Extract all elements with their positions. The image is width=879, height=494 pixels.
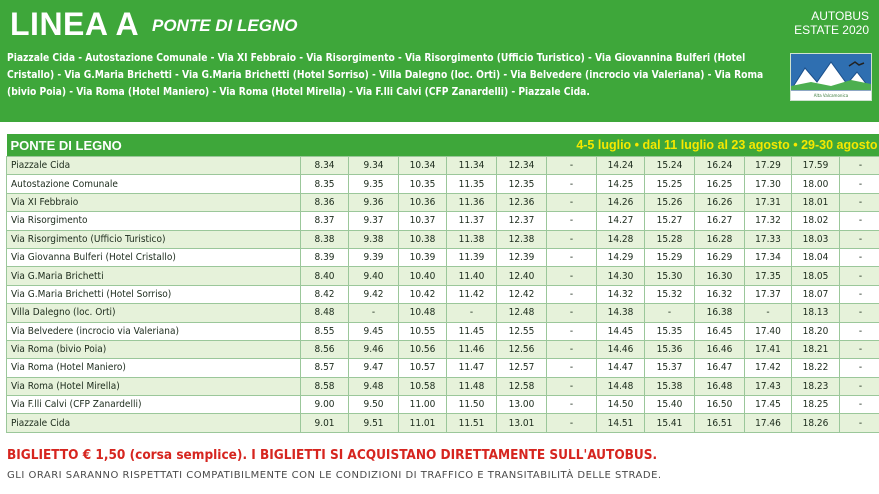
time-cell: 18.02 bbox=[792, 212, 840, 230]
stop-name-cell: Via Risorgimento (Ufficio Turistico) bbox=[7, 230, 301, 248]
stop-name-cell: Via Belvedere (incrocio via Valeriana) bbox=[7, 322, 301, 340]
time-cell: 14.30 bbox=[597, 267, 645, 285]
time-cell: - bbox=[547, 359, 597, 377]
time-cell: - bbox=[840, 212, 879, 230]
time-cell: 9.38 bbox=[349, 230, 399, 248]
time-cell: 11.50 bbox=[447, 396, 497, 414]
time-cell: 8.36 bbox=[301, 193, 349, 211]
time-cell: 16.24 bbox=[695, 157, 745, 175]
table-row bbox=[7, 175, 879, 193]
time-cell: - bbox=[547, 414, 597, 432]
time-cell: 9.50 bbox=[349, 396, 399, 414]
time-cell: 15.29 bbox=[645, 248, 695, 266]
time-cell: 17.35 bbox=[745, 267, 792, 285]
time-cell: 16.46 bbox=[695, 340, 745, 358]
time-cell: - bbox=[840, 359, 879, 377]
time-cell: 17.41 bbox=[745, 340, 792, 358]
time-cell: 14.38 bbox=[597, 304, 645, 322]
stop-name-cell: Via G.Maria Brichetti bbox=[7, 267, 301, 285]
time-cell: 8.42 bbox=[301, 285, 349, 303]
time-cell: 14.45 bbox=[597, 322, 645, 340]
time-cell: 18.00 bbox=[792, 175, 840, 193]
time-cell: 9.39 bbox=[349, 248, 399, 266]
time-cell: - bbox=[645, 304, 695, 322]
time-cell: 14.32 bbox=[597, 285, 645, 303]
time-cell: 14.26 bbox=[597, 193, 645, 211]
time-cell: 13.00 bbox=[497, 396, 547, 414]
timetable bbox=[6, 134, 878, 433]
table-row bbox=[7, 340, 879, 358]
brand-block bbox=[794, 9, 869, 37]
time-cell: - bbox=[840, 340, 879, 358]
mountain-logo-icon bbox=[791, 54, 871, 100]
time-cell: 11.39 bbox=[447, 248, 497, 266]
time-cell: 14.27 bbox=[597, 212, 645, 230]
time-cell: 17.30 bbox=[745, 175, 792, 193]
validity-header: 4-5 luglio • dal 11 luglio al 23 agosto • 29-30 agosto bbox=[301, 134, 879, 157]
time-cell: 17.46 bbox=[745, 414, 792, 432]
time-cell: - bbox=[840, 322, 879, 340]
stop-name-cell: Via XI Febbraio bbox=[7, 193, 301, 211]
table-row bbox=[7, 359, 879, 377]
time-cell: 12.36 bbox=[497, 193, 547, 211]
time-cell: 18.01 bbox=[792, 193, 840, 211]
time-cell: - bbox=[840, 267, 879, 285]
time-cell: 9.40 bbox=[349, 267, 399, 285]
time-cell: 15.25 bbox=[645, 175, 695, 193]
time-cell: 16.26 bbox=[695, 193, 745, 211]
time-cell: 11.47 bbox=[447, 359, 497, 377]
time-cell: 15.37 bbox=[645, 359, 695, 377]
table-row bbox=[7, 304, 879, 322]
time-cell: 14.28 bbox=[597, 230, 645, 248]
table-row bbox=[7, 285, 879, 303]
time-cell: 18.26 bbox=[792, 414, 840, 432]
time-cell: 10.39 bbox=[399, 248, 447, 266]
time-cell: 11.45 bbox=[447, 322, 497, 340]
table-row bbox=[7, 193, 879, 211]
time-cell: - bbox=[547, 248, 597, 266]
time-cell: 11.42 bbox=[447, 285, 497, 303]
time-cell: 16.51 bbox=[695, 414, 745, 432]
time-cell: 16.45 bbox=[695, 322, 745, 340]
time-cell: 8.34 bbox=[301, 157, 349, 175]
time-cell: 17.32 bbox=[745, 212, 792, 230]
time-cell: - bbox=[840, 248, 879, 266]
time-cell: 14.51 bbox=[597, 414, 645, 432]
time-cell: 8.35 bbox=[301, 175, 349, 193]
time-cell: 10.42 bbox=[399, 285, 447, 303]
time-cell: 10.40 bbox=[399, 267, 447, 285]
time-cell: 17.40 bbox=[745, 322, 792, 340]
time-cell: 11.51 bbox=[447, 414, 497, 432]
time-cell: 12.58 bbox=[497, 377, 547, 395]
time-cell: - bbox=[840, 285, 879, 303]
time-cell: 17.59 bbox=[792, 157, 840, 175]
time-cell: 14.25 bbox=[597, 175, 645, 193]
time-cell: - bbox=[840, 377, 879, 395]
table-row bbox=[7, 377, 879, 395]
time-cell: 12.40 bbox=[497, 267, 547, 285]
brand-line-1: AUTOBUS bbox=[811, 9, 869, 23]
time-cell: 14.50 bbox=[597, 396, 645, 414]
stop-name-cell: Piazzale Cida bbox=[7, 414, 301, 432]
time-cell: 14.48 bbox=[597, 377, 645, 395]
time-cell: - bbox=[547, 175, 597, 193]
time-cell: 10.35 bbox=[399, 175, 447, 193]
time-cell: 16.38 bbox=[695, 304, 745, 322]
time-cell: 15.38 bbox=[645, 377, 695, 395]
time-cell: 18.23 bbox=[792, 377, 840, 395]
stop-name-cell: Piazzale Cida bbox=[7, 157, 301, 175]
table-row bbox=[7, 212, 879, 230]
time-cell: 9.01 bbox=[301, 414, 349, 432]
time-cell: 8.37 bbox=[301, 212, 349, 230]
time-cell: 18.04 bbox=[792, 248, 840, 266]
time-cell: 12.39 bbox=[497, 248, 547, 266]
time-cell: 16.25 bbox=[695, 175, 745, 193]
time-cell: 9.00 bbox=[301, 396, 349, 414]
stop-name-cell: Via Risorgimento bbox=[7, 212, 301, 230]
time-cell: 8.39 bbox=[301, 248, 349, 266]
time-cell: 10.48 bbox=[399, 304, 447, 322]
time-cell: 11.00 bbox=[399, 396, 447, 414]
time-cell: 18.20 bbox=[792, 322, 840, 340]
time-cell: 12.37 bbox=[497, 212, 547, 230]
time-cell: 16.27 bbox=[695, 212, 745, 230]
time-cell: 15.32 bbox=[645, 285, 695, 303]
time-cell: 14.29 bbox=[597, 248, 645, 266]
time-cell: 15.24 bbox=[645, 157, 695, 175]
time-cell: 16.48 bbox=[695, 377, 745, 395]
time-cell: 8.38 bbox=[301, 230, 349, 248]
time-cell: 9.47 bbox=[349, 359, 399, 377]
time-cell: 10.57 bbox=[399, 359, 447, 377]
table-row bbox=[7, 322, 879, 340]
time-cell: 17.33 bbox=[745, 230, 792, 248]
time-cell: 18.07 bbox=[792, 285, 840, 303]
time-cell: 12.48 bbox=[497, 304, 547, 322]
time-cell: 11.46 bbox=[447, 340, 497, 358]
time-cell: 9.37 bbox=[349, 212, 399, 230]
time-cell: - bbox=[840, 230, 879, 248]
time-cell: 15.27 bbox=[645, 212, 695, 230]
time-cell: 16.29 bbox=[695, 248, 745, 266]
time-cell: 9.42 bbox=[349, 285, 399, 303]
time-cell: 18.05 bbox=[792, 267, 840, 285]
time-cell: 12.35 bbox=[497, 175, 547, 193]
brand-line-2: ESTATE 2020 bbox=[794, 23, 869, 37]
time-cell: 17.34 bbox=[745, 248, 792, 266]
time-cell: - bbox=[840, 193, 879, 211]
time-cell: 17.45 bbox=[745, 396, 792, 414]
time-cell: - bbox=[547, 267, 597, 285]
time-cell: 15.28 bbox=[645, 230, 695, 248]
time-cell: 10.55 bbox=[399, 322, 447, 340]
time-cell: 13.01 bbox=[497, 414, 547, 432]
time-cell: 11.01 bbox=[399, 414, 447, 432]
stop-name-cell: Via Roma (Hotel Maniero) bbox=[7, 359, 301, 377]
table-row bbox=[7, 396, 879, 414]
stop-name-cell: Via Roma (Hotel Mirella) bbox=[7, 377, 301, 395]
time-cell: 8.40 bbox=[301, 267, 349, 285]
time-cell: 16.47 bbox=[695, 359, 745, 377]
time-cell: 11.48 bbox=[447, 377, 497, 395]
time-cell: - bbox=[745, 304, 792, 322]
time-cell: 15.35 bbox=[645, 322, 695, 340]
time-cell: 18.03 bbox=[792, 230, 840, 248]
page-title: LINEA A bbox=[10, 6, 140, 42]
time-cell: 10.58 bbox=[399, 377, 447, 395]
time-cell: - bbox=[547, 322, 597, 340]
time-cell: 8.57 bbox=[301, 359, 349, 377]
time-cell: 8.55 bbox=[301, 322, 349, 340]
alta-valcamonica-logo bbox=[790, 53, 872, 101]
table-row bbox=[7, 230, 879, 248]
time-cell: 12.38 bbox=[497, 230, 547, 248]
time-cell: - bbox=[840, 414, 879, 432]
table-row bbox=[7, 267, 879, 285]
time-cell: 14.47 bbox=[597, 359, 645, 377]
time-cell: - bbox=[547, 304, 597, 322]
time-cell: 15.26 bbox=[645, 193, 695, 211]
time-cell: 18.21 bbox=[792, 340, 840, 358]
time-cell: - bbox=[547, 193, 597, 211]
time-cell: - bbox=[547, 212, 597, 230]
time-cell: 15.41 bbox=[645, 414, 695, 432]
time-cell: 14.46 bbox=[597, 340, 645, 358]
time-cell: 9.48 bbox=[349, 377, 399, 395]
time-cell: - bbox=[840, 157, 879, 175]
time-cell: 16.28 bbox=[695, 230, 745, 248]
table-row bbox=[7, 248, 879, 266]
time-cell: - bbox=[547, 377, 597, 395]
time-cell: 12.57 bbox=[497, 359, 547, 377]
time-cell: 12.55 bbox=[497, 322, 547, 340]
time-cell: 11.35 bbox=[447, 175, 497, 193]
time-cell: 17.31 bbox=[745, 193, 792, 211]
time-cell: 16.32 bbox=[695, 285, 745, 303]
stop-name-cell: Via Roma (bivio Poia) bbox=[7, 340, 301, 358]
time-cell: 11.37 bbox=[447, 212, 497, 230]
table-row bbox=[7, 157, 879, 175]
time-cell: 16.50 bbox=[695, 396, 745, 414]
time-cell: - bbox=[840, 396, 879, 414]
time-cell: 12.56 bbox=[497, 340, 547, 358]
time-cell: - bbox=[547, 396, 597, 414]
time-cell: 9.45 bbox=[349, 322, 399, 340]
time-cell: 11.34 bbox=[447, 157, 497, 175]
time-cell: - bbox=[349, 304, 399, 322]
time-cell: 9.36 bbox=[349, 193, 399, 211]
time-cell: 16.30 bbox=[695, 267, 745, 285]
time-cell: 12.34 bbox=[497, 157, 547, 175]
time-cell: 15.36 bbox=[645, 340, 695, 358]
ticket-note: BIGLIETTO € 1,50 (corsa semplice). I BIGLIETTI SI ACQUISTANO DIRETTAMENTE SULL'AUTOBUS. bbox=[7, 447, 658, 463]
time-cell: 8.58 bbox=[301, 377, 349, 395]
time-cell: - bbox=[447, 304, 497, 322]
time-cell: 9.34 bbox=[349, 157, 399, 175]
route-description: Piazzale Cida - Autostazione Comunale - Via XI Febbraio - Via Risorgimento - Via Risorgimento (Ufficio Turistico) - Via Giovannina Bulferi (Hotel Cristallo) - Via G.Maria Brichetti - Via G.Maria Brichetti (Hotel Sorriso) - Villa Dalegno (loc. Orti) - Via Belvedere (incrocio via Valeriana) - Via Roma (bivio Poia) - Via Roma (Hotel Maniero) - Via Roma (Hotel Mirella) - Via F.lli Calvi (CFP Zanardelli) - Piazzale Cida. bbox=[7, 53, 764, 98]
time-cell: 10.38 bbox=[399, 230, 447, 248]
stop-name-cell: Via G.Maria Brichetti (Hotel Sorriso) bbox=[7, 285, 301, 303]
page-subtitle: PONTE DI LEGNO bbox=[152, 16, 298, 35]
time-cell: 8.48 bbox=[301, 304, 349, 322]
time-cell: - bbox=[840, 175, 879, 193]
time-cell: - bbox=[547, 230, 597, 248]
time-cell: - bbox=[547, 157, 597, 175]
table-location-header: PONTE DI LEGNO bbox=[7, 134, 301, 157]
time-cell: 15.30 bbox=[645, 267, 695, 285]
table-row bbox=[7, 414, 879, 432]
time-cell: 10.34 bbox=[399, 157, 447, 175]
svg-text:Alta Valcamonica: Alta Valcamonica bbox=[813, 93, 849, 98]
time-cell: - bbox=[840, 304, 879, 322]
time-cell: 11.36 bbox=[447, 193, 497, 211]
time-cell: 11.40 bbox=[447, 267, 497, 285]
time-cell: - bbox=[547, 285, 597, 303]
time-cell: 18.25 bbox=[792, 396, 840, 414]
time-cell: 17.43 bbox=[745, 377, 792, 395]
time-cell: - bbox=[547, 340, 597, 358]
time-cell: 11.38 bbox=[447, 230, 497, 248]
time-cell: 17.37 bbox=[745, 285, 792, 303]
stop-name-cell: Via Giovanna Bulferi (Hotel Cristallo) bbox=[7, 248, 301, 266]
stop-name-cell: Autostazione Comunale bbox=[7, 175, 301, 193]
time-cell: 17.29 bbox=[745, 157, 792, 175]
time-cell: 15.40 bbox=[645, 396, 695, 414]
time-cell: 17.42 bbox=[745, 359, 792, 377]
traffic-disclaimer: GLI ORARI SARANNO RISPETTATI COMPATIBILMENTE CON LE CONDIZIONI DI TRAFFICO E TRANSITABILITÀ DELLE STRADE. bbox=[7, 470, 662, 481]
time-cell: 14.24 bbox=[597, 157, 645, 175]
time-cell: 12.42 bbox=[497, 285, 547, 303]
time-cell: 9.51 bbox=[349, 414, 399, 432]
stop-name-cell: Via F.lli Calvi (CFP Zanardelli) bbox=[7, 396, 301, 414]
stop-name-cell: Villa Dalegno (loc. Orti) bbox=[7, 304, 301, 322]
time-cell: 18.13 bbox=[792, 304, 840, 322]
time-cell: 10.56 bbox=[399, 340, 447, 358]
time-cell: 8.56 bbox=[301, 340, 349, 358]
time-cell: 9.35 bbox=[349, 175, 399, 193]
time-cell: 10.36 bbox=[399, 193, 447, 211]
time-cell: 9.46 bbox=[349, 340, 399, 358]
header-banner bbox=[0, 0, 879, 122]
time-cell: 10.37 bbox=[399, 212, 447, 230]
time-cell: 18.22 bbox=[792, 359, 840, 377]
